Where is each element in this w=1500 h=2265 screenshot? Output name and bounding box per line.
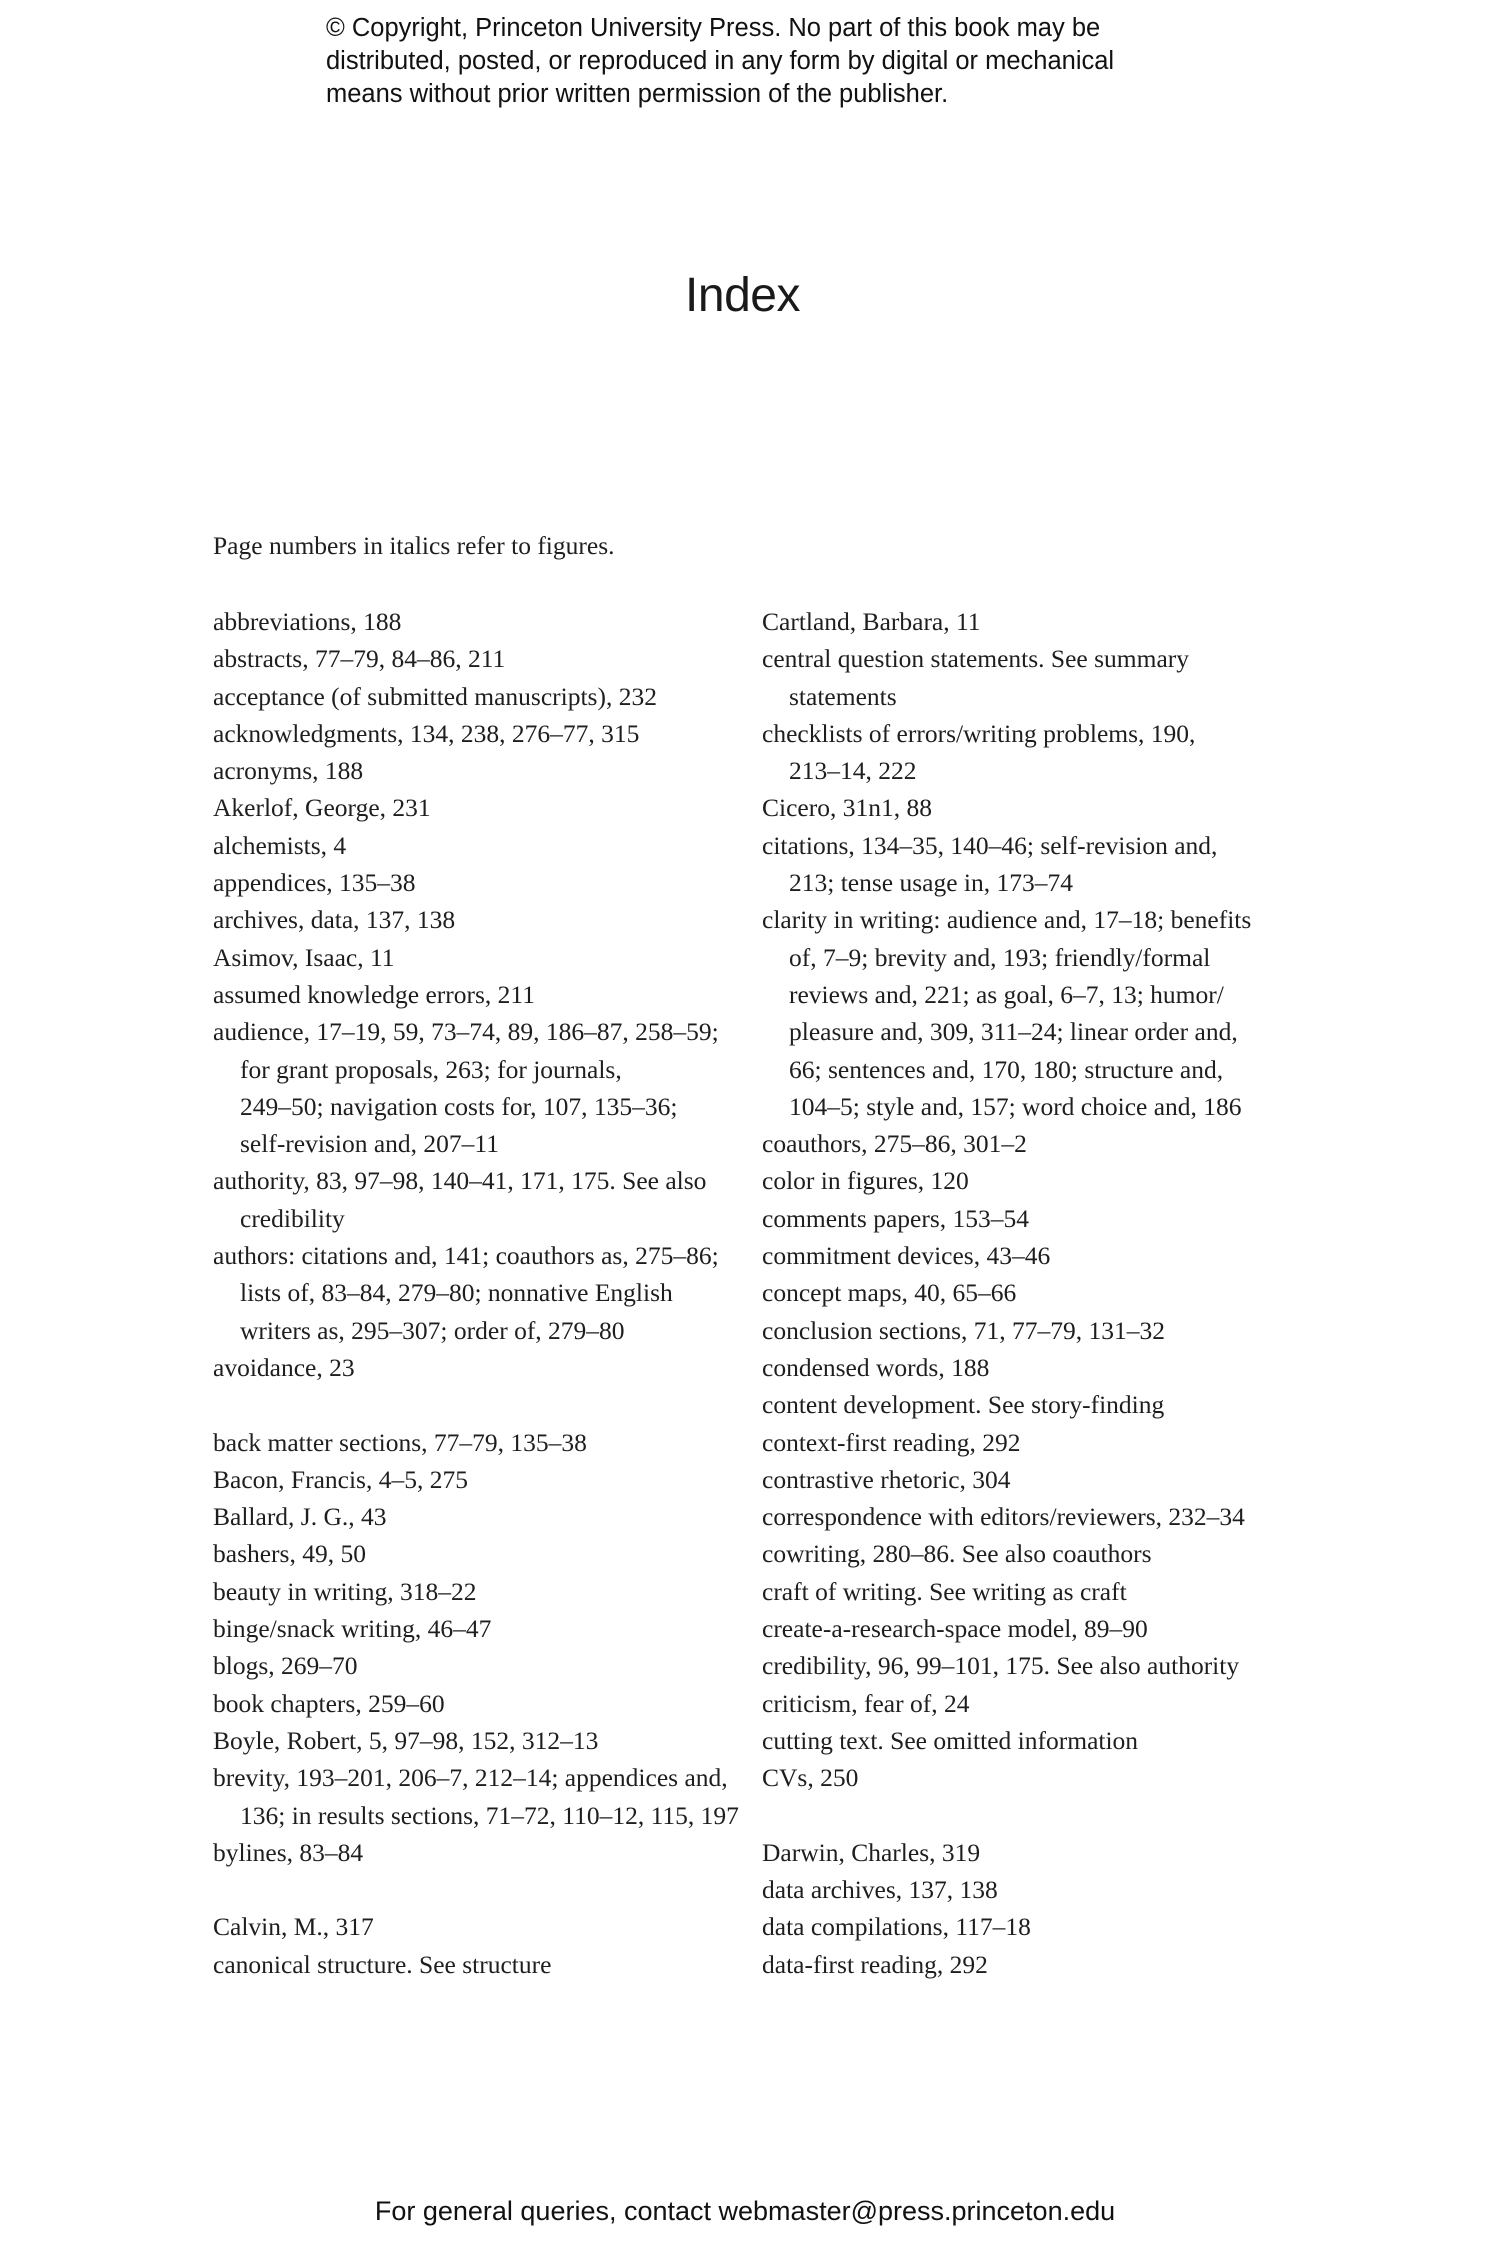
index-entry-line: of, 7–9; brevity and, 193; friendly/formal [789,942,1211,972]
index-entry [213,976,753,1013]
index-entry [762,789,1302,826]
index-entry-line: abstracts, 77–79, 84–86, 211 [213,644,506,674]
index-entry [213,1759,753,1834]
copyright-line: distributed, posted, or reproduced in any form by digital or mechanical [326,47,1115,75]
index-entry [762,1647,1302,1684]
index-entry-line: credibility, 96, 99–101, 175. See also authority [762,1651,1240,1681]
index-entry-line: data archives, 137, 138 [762,1875,998,1905]
index-entry-line: avoidance, 23 [213,1352,355,1382]
index-entry-line: 104–5; style and, 157; word choice and, 186 [789,1091,1242,1121]
letter-group-gap [213,1386,753,1423]
index-entry [213,1498,753,1535]
index-entry-line: condensed words, 188 [762,1352,990,1382]
index-entry-line: self-revision and, 207–11 [240,1129,499,1159]
index-entry-line: Calvin, M., 317 [213,1912,374,1942]
copyright-notice [326,12,1226,111]
index-entry-line: binge/snack writing, 46–47 [213,1614,492,1644]
index-entry [213,789,753,826]
index-entry [213,864,753,901]
index-entry-line: concept maps, 40, 65–66 [762,1278,1017,1308]
index-entry-line: bylines, 83–84 [213,1837,364,1867]
index-entry-line: data-first reading, 292 [762,1949,988,1979]
index-entry [213,901,753,938]
index-entry [762,1312,1302,1349]
index-entry [213,827,753,864]
index-entry-line: statements [789,681,897,711]
index-column-right [762,603,1302,1983]
index-entry-line: reviews and, 221; as goal, 6–7, 13; humor/ [789,979,1224,1009]
index-entry [213,1535,753,1572]
index-entry [213,752,753,789]
index-entry-line: Boyle, Robert, 5, 97–98, 152, 312–13 [213,1725,599,1755]
index-entry-line: bashers, 49, 50 [213,1539,366,1569]
index-entry [762,640,1302,715]
index-entry-line: Cicero, 31n1, 88 [762,793,932,823]
index-entry-line: color in figures, 120 [762,1166,969,1196]
index-entry-line: writers as, 295–307; order of, 279–80 [240,1315,625,1345]
index-entry-line: authority, 83, 97–98, 140–41, 171, 175. See also [213,1166,707,1196]
letter-group-gap [762,1797,1302,1834]
index-entry [762,1834,1302,1871]
index-entry-line: craft of writing. See writing as craft [762,1576,1127,1606]
index-entry-line: criticism, fear of, 24 [762,1688,970,1718]
footer-contact: For general queries, contact webmaster@press.princeton.edu [374,2196,1116,2226]
index-entry-line: comments papers, 153–54 [762,1203,1029,1233]
index-entry [762,1274,1302,1311]
index-entry [762,1946,1302,1983]
index-entry [213,1722,753,1759]
index-entry [213,1685,753,1722]
index-entry [762,603,1302,640]
index-entry-line: book chapters, 259–60 [213,1688,445,1718]
index-entry [213,678,753,715]
index-entry-line: acknowledgments, 134, 238, 276–77, 315 [213,718,640,748]
letter-group-gap [213,1871,753,1908]
index-entry-line: acronyms, 188 [213,756,364,786]
index-entry-line: contrastive rhetoric, 304 [762,1464,1011,1494]
index-entry [762,1237,1302,1274]
index-entry-line: 66; sentences and, 170, 180; structure and, [789,1054,1224,1084]
index-column-left [213,603,753,1983]
index-entry [762,1125,1302,1162]
index-entry [762,1535,1302,1572]
index-entry-line: Darwin, Charles, 319 [762,1837,981,1867]
index-entry [762,1498,1302,1535]
index-entry [762,1386,1302,1423]
index-entry [213,1610,753,1647]
index-entry-line: content development. See story-finding [762,1390,1165,1420]
index-entry-line: abbreviations, 188 [213,607,402,636]
index-note: Page numbers in italics refer to figures. [213,531,615,560]
index-entry [762,1685,1302,1722]
index-entry [213,715,753,752]
index-entry [762,1871,1302,1908]
index-entry [213,1647,753,1684]
index-entry-line: cutting text. See omitted information [762,1725,1139,1755]
index-entry [213,1573,753,1610]
index-entry [762,827,1302,902]
index-entry-line: cowriting, 280–86. See also coauthors [762,1539,1152,1569]
index-entry-line: commitment devices, 43–46 [762,1241,1051,1271]
index-entry [213,1162,753,1237]
index-entry [213,1834,753,1871]
index-entry-line: beauty in writing, 318–22 [213,1576,477,1606]
index-entry [762,1908,1302,1945]
page-title: Index [685,269,800,322]
index-entry-line: back matter sections, 77–79, 135–38 [213,1427,587,1457]
index-entry-line: conclusion sections, 71, 77–79, 131–32 [762,1315,1166,1345]
index-entry-line: 213–14, 222 [789,756,917,786]
index-entry-line: lists of, 83–84, 279–80; nonnative English [240,1278,673,1308]
index-entry-line: credibility [240,1203,345,1233]
index-entry [213,603,753,640]
index-entry-line: central question statements. See summary [762,644,1190,674]
index-entry [762,901,1302,1125]
index-entry-line: clarity in writing: audience and, 17–18; benefits [762,905,1252,935]
index-entry [762,1200,1302,1237]
index-entry [762,1349,1302,1386]
index-entry-line: alchemists, 4 [213,830,347,860]
index-entry-line: Asimov, Isaac, 11 [213,942,395,972]
index-entry [213,1424,753,1461]
index-entry-line: appendices, 135–38 [213,868,416,898]
index-entry [213,1461,753,1498]
index-entry-line: assumed knowledge errors, 211 [213,979,535,1009]
copyright-line: © Copyright, Princeton University Press. No part of this book may be [326,14,1101,42]
index-entry-line: Cartland, Barbara, 11 [762,607,981,636]
index-entry-line: CVs, 250 [762,1763,859,1793]
index-entry-line: archives, data, 137, 138 [213,905,456,935]
index-entry-line: authors: citations and, 141; coauthors as, 275–86; [213,1241,719,1271]
index-entry [213,1237,753,1349]
index-entry [213,640,753,677]
index-entry [762,1610,1302,1647]
index-entry [762,1424,1302,1461]
index-entry-line: pleasure and, 309, 311–24; linear order and, [789,1017,1238,1047]
index-entry-line: Akerlof, George, 231 [213,793,431,823]
index-entry [762,1759,1302,1796]
index-entry [762,1461,1302,1498]
index-entry-line: audience, 17–19, 59, 73–74, 89, 186–87, 258–59; [213,1017,719,1047]
index-entry-line: coauthors, 275–86, 301–2 [762,1129,1027,1159]
index-entry [213,1013,753,1162]
index-entry-line: Bacon, Francis, 4–5, 275 [213,1464,468,1494]
index-entry-line: 249–50; navigation costs for, 107, 135–36; [240,1091,678,1121]
index-entry [213,939,753,976]
index-entry [213,1349,753,1386]
index-entry-line: data compilations, 117–18 [762,1912,1031,1942]
index-entry-line: 213; tense usage in, 173–74 [789,868,1073,898]
index-entry-line: checklists of errors/writing problems, 190, [762,718,1196,748]
index-entry [213,1908,753,1945]
index-entry [213,1946,753,1983]
index-entry-line: citations, 134–35, 140–46; self-revision and, [762,830,1218,860]
index-entry-line: acceptance (of submitted manuscripts), 232 [213,681,657,711]
index-entry-line: canonical structure. See structure [213,1949,552,1979]
index-entry [762,715,1302,790]
index-entry-line: context-first reading, 292 [762,1427,1021,1457]
index-entry-line: correspondence with editors/reviewers, 232–34 [762,1502,1245,1532]
copyright-line: means without prior written permission of the publisher. [326,80,949,108]
index-entry-line: brevity, 193–201, 206–7, 212–14; appendices and, [213,1763,728,1793]
index-entry-line: create-a-research-space model, 89–90 [762,1614,1148,1644]
index-entry-line: Ballard, J. G., 43 [213,1502,387,1532]
index-entry [762,1573,1302,1610]
index-entry-line: 136; in results sections, 71–72, 110–12, 115, 197 [240,1800,739,1830]
index-entry [762,1722,1302,1759]
index-entry [762,1162,1302,1199]
index-entry-line: for grant proposals, 263; for journals, [240,1054,622,1084]
index-entry-line: blogs, 269–70 [213,1651,358,1681]
